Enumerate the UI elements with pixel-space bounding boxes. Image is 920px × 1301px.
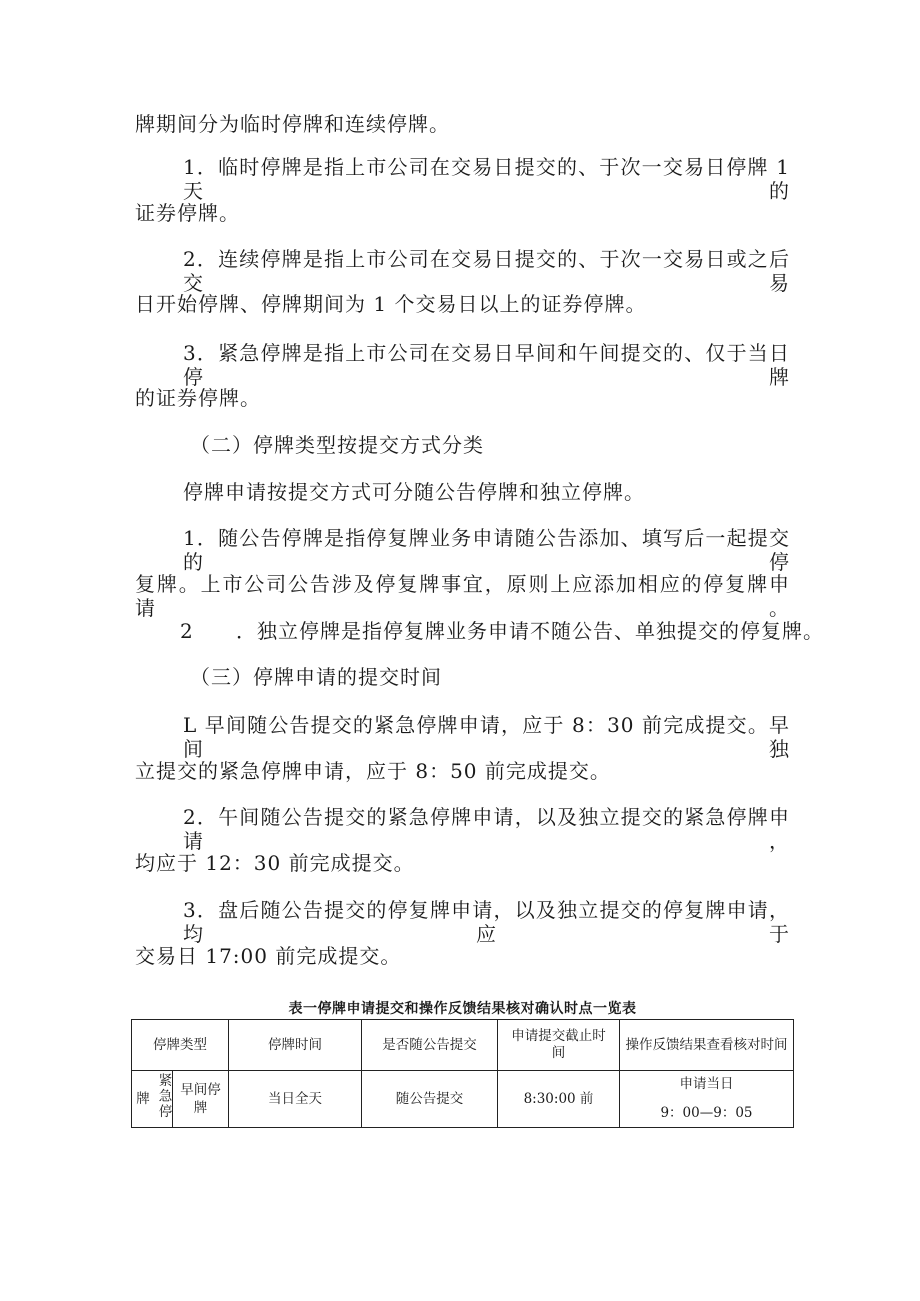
paragraph-line: 1．随公告停牌是指停复牌业务申请随公告添加、填写后一起提交的停: [183, 526, 790, 574]
check-cell: [620, 1071, 794, 1128]
paragraph-line: L 早间随公告提交的紧急停牌申请，应于 8：30 前完成提交。早间独: [183, 713, 790, 761]
type-cell: [132, 1071, 229, 1128]
table-caption: 表一停牌申请提交和操作反馈结果核对确认时点一览表: [288, 1001, 637, 1017]
paragraph-line: 日开始停牌、停牌期间为 1 个交易日以上的证券停牌。: [135, 292, 647, 316]
paragraph-line: 停牌申请按提交方式可分随公告停牌和独立停牌。: [183, 480, 645, 504]
paragraph-line: 复牌。上市公司公告涉及停复牌事宜，原则上应添加相应的停复牌申请。: [135, 572, 790, 620]
paragraph-line: ．独立停牌是指停复牌业务申请不随公告、单独提交的停复牌。: [236, 619, 824, 643]
check-line: 申请当日: [679, 1076, 734, 1092]
header-cell: 操作反馈结果查看核对时间: [620, 1020, 794, 1071]
type-sub-label: 早间停牌: [180, 1082, 221, 1116]
list-number: 2: [180, 619, 194, 643]
header-cell: 停牌时间: [229, 1020, 362, 1071]
page-bottom-blank: [0, 1128, 920, 1301]
paragraph-line: 立提交的紧急停牌申请，应于 8：50 前完成提交。: [135, 759, 611, 783]
section-heading: （三）停牌申请的提交时间: [190, 665, 442, 689]
paragraph-line: 交易日 17:00 前完成提交。: [135, 944, 402, 968]
paragraph-line: 的证券停牌。: [135, 386, 261, 410]
notice-cell: 随公告提交: [362, 1071, 498, 1128]
header-cell: 申请提交截止时间: [498, 1020, 620, 1071]
table-header-row: [132, 1020, 794, 1071]
paragraph-line: 证券停牌。: [135, 201, 240, 225]
paragraph-line: 2．午间随公告提交的紧急停牌申请，以及独立提交的紧急停牌申请，: [183, 805, 790, 853]
header-cell: 停牌类型: [132, 1020, 229, 1071]
paragraph-line: 3．盘后随公告提交的停复牌申请，以及独立提交的停复牌申请，均应于: [183, 898, 790, 946]
paragraph-line: 1．临时停牌是指上市公司在交易日提交的、于次一交易日停牌 1 天的: [183, 155, 790, 203]
schedule-table: [131, 1019, 794, 1128]
header-cell: 是否随公告提交: [362, 1020, 498, 1071]
paragraph-line: 2．连续停牌是指上市公司在交易日提交的、于次一交易日或之后交易: [183, 247, 790, 295]
paragraph-line: 均应于 12：30 前完成提交。: [135, 851, 415, 875]
deadline-cell: 8:30:00 前: [498, 1071, 620, 1128]
type-vertical-label: 紧急停: [155, 1073, 172, 1120]
paragraph-line: 牌期间分为临时停牌和连续停牌。: [135, 112, 450, 136]
paragraph-line: 3．紧急停牌是指上市公司在交易日早间和午间提交的、仅于当日停牌: [183, 341, 790, 389]
table-row: [132, 1071, 794, 1128]
type-vertical-wrap: [154, 1071, 173, 1127]
check-line: 9：00—9：05: [660, 1105, 753, 1121]
type-left-label: 牌: [136, 1090, 150, 1107]
section-heading: （二）停牌类型按提交方式分类: [190, 433, 484, 457]
time-cell: 当日全天: [229, 1071, 362, 1128]
